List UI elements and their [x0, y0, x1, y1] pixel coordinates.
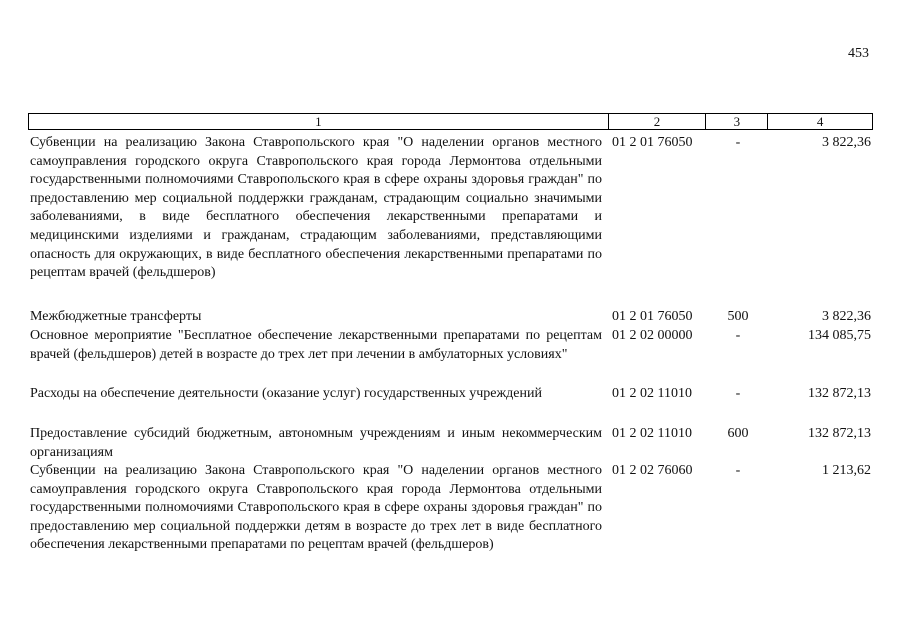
page-number: 453: [848, 46, 869, 61]
row-code: 01 2 02 76060: [612, 463, 693, 478]
row-amount: 134 085,75: [808, 328, 871, 343]
row-amount: 132 872,13: [808, 426, 871, 441]
row-code: 01 2 02 00000: [612, 328, 693, 343]
header-col-3: 3: [705, 114, 767, 129]
row-type: 500: [727, 309, 749, 324]
row-description: Межбюджетные трансферты: [30, 309, 202, 324]
row-amount: 3 822,36: [822, 309, 871, 324]
row-code: 01 2 02 11010: [612, 386, 692, 401]
header-col-4: 4: [767, 114, 872, 129]
row-code: 01 2 01 76050: [612, 309, 693, 324]
row-type: 600: [727, 426, 749, 441]
row-code: 01 2 02 11010: [612, 426, 692, 441]
row-description: Субвенции на реализацию Закона Ставропольского края "О наделении органов местного самоуправления городского округа Ставропольского края города Лермонтова отдельными государственными полномочиями Ставропольского края в сфере охраны здоровья граждан" по предоставлению мер социальной поддержки гражданам, страдающим социально значимыми заболеваниями, в виде бесплатного обеспечения лекарственными препаратами и медицинскими изделиями и гражданам, страдающим заболеваниями, представляющими опасность для окружающих, в виде бесплатного обеспечения лекарственными препаратами по рецептам врачей (фельдшеров): [30, 135, 602, 281]
row-amount: 1 213,62: [822, 463, 871, 478]
row-description: Предоставление субсидий бюджетным, автономным учреждениям и иным некоммерческим организациям: [30, 426, 602, 460]
row-type: -: [735, 386, 741, 401]
row-description: Основное мероприятие "Бесплатное обеспечение лекарственными препаратами по рецептам врачей (фельдшеров) детей в возрасте до трех лет при лечении в амбулаторных условиях": [30, 328, 602, 362]
row-type: -: [735, 328, 741, 343]
row-amount: 3 822,36: [822, 135, 871, 150]
header-col-1: 1: [315, 114, 322, 129]
row-description: Расходы на обеспечение деятельности (оказание услуг) государственных учреждений: [30, 386, 542, 401]
header-col-2: 2: [608, 114, 706, 129]
row-type: -: [735, 463, 741, 478]
row-description: Субвенции на реализацию Закона Ставропольского края "О наделении органов местного самоуправления городского округа Ставропольского края города Лермонтова отдельными государственными полномочиями Ставропольского края в сфере охраны здоровья граждан" по предоставлению мер социальной поддержки детям в возрасте до трех лет в виде бесплатного обеспечения лекарственными препаратами по рецептам врачей (фельдшеров): [30, 463, 602, 553]
row-type: -: [735, 135, 741, 150]
row-amount: 132 872,13: [808, 386, 871, 401]
table-header: [28, 113, 873, 130]
row-code: 01 2 01 76050: [612, 135, 693, 150]
